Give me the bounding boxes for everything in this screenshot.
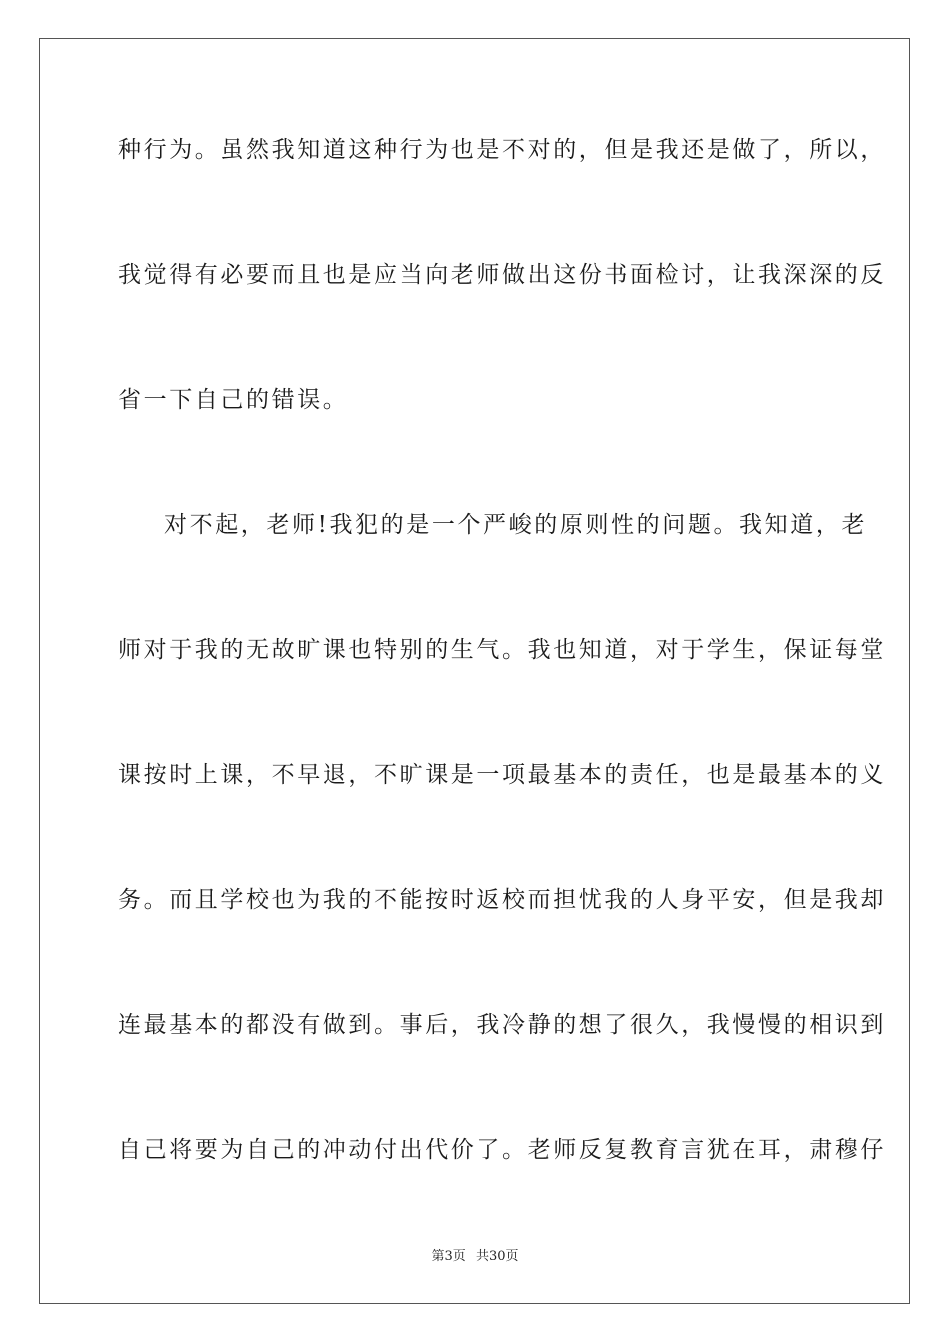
body-text-line: 连最基本的都没有做到。事后，我冷静的想了很久，我慢慢的相识到 <box>118 1012 886 1038</box>
body-text-line: 省一下自己的错误。 <box>118 387 349 413</box>
body-text-line: 我觉得有必要而且也是应当向老师做出这份书面检讨，让我深深的反 <box>118 262 886 288</box>
body-text-line-paragraph-start: 对不起，老师!我犯的是一个严峻的原则性的问题。我知道，老 <box>164 512 868 538</box>
body-text-line: 师对于我的无故旷课也特别的生气。我也知道，对于学生，保证每堂 <box>118 637 886 663</box>
body-text-line: 自己将要为自己的冲动付出代价了。老师反复教育言犹在耳，肃穆仔 <box>118 1137 886 1163</box>
body-text-line: 课按时上课，不早退，不旷课是一项最基本的责任，也是最基本的义 <box>118 762 886 788</box>
total-pages: 共30页 <box>475 1249 519 1264</box>
page-footer <box>0 1248 950 1266</box>
body-text-line: 务。而且学校也为我的不能按时返校而担忧我的人身平安，但是我却 <box>118 887 886 913</box>
page-border <box>39 38 910 1304</box>
body-text-line: 种行为。虽然我知道这种行为也是不对的，但是我还是做了，所以， <box>118 137 886 163</box>
page-number: 第3页 <box>431 1249 466 1264</box>
